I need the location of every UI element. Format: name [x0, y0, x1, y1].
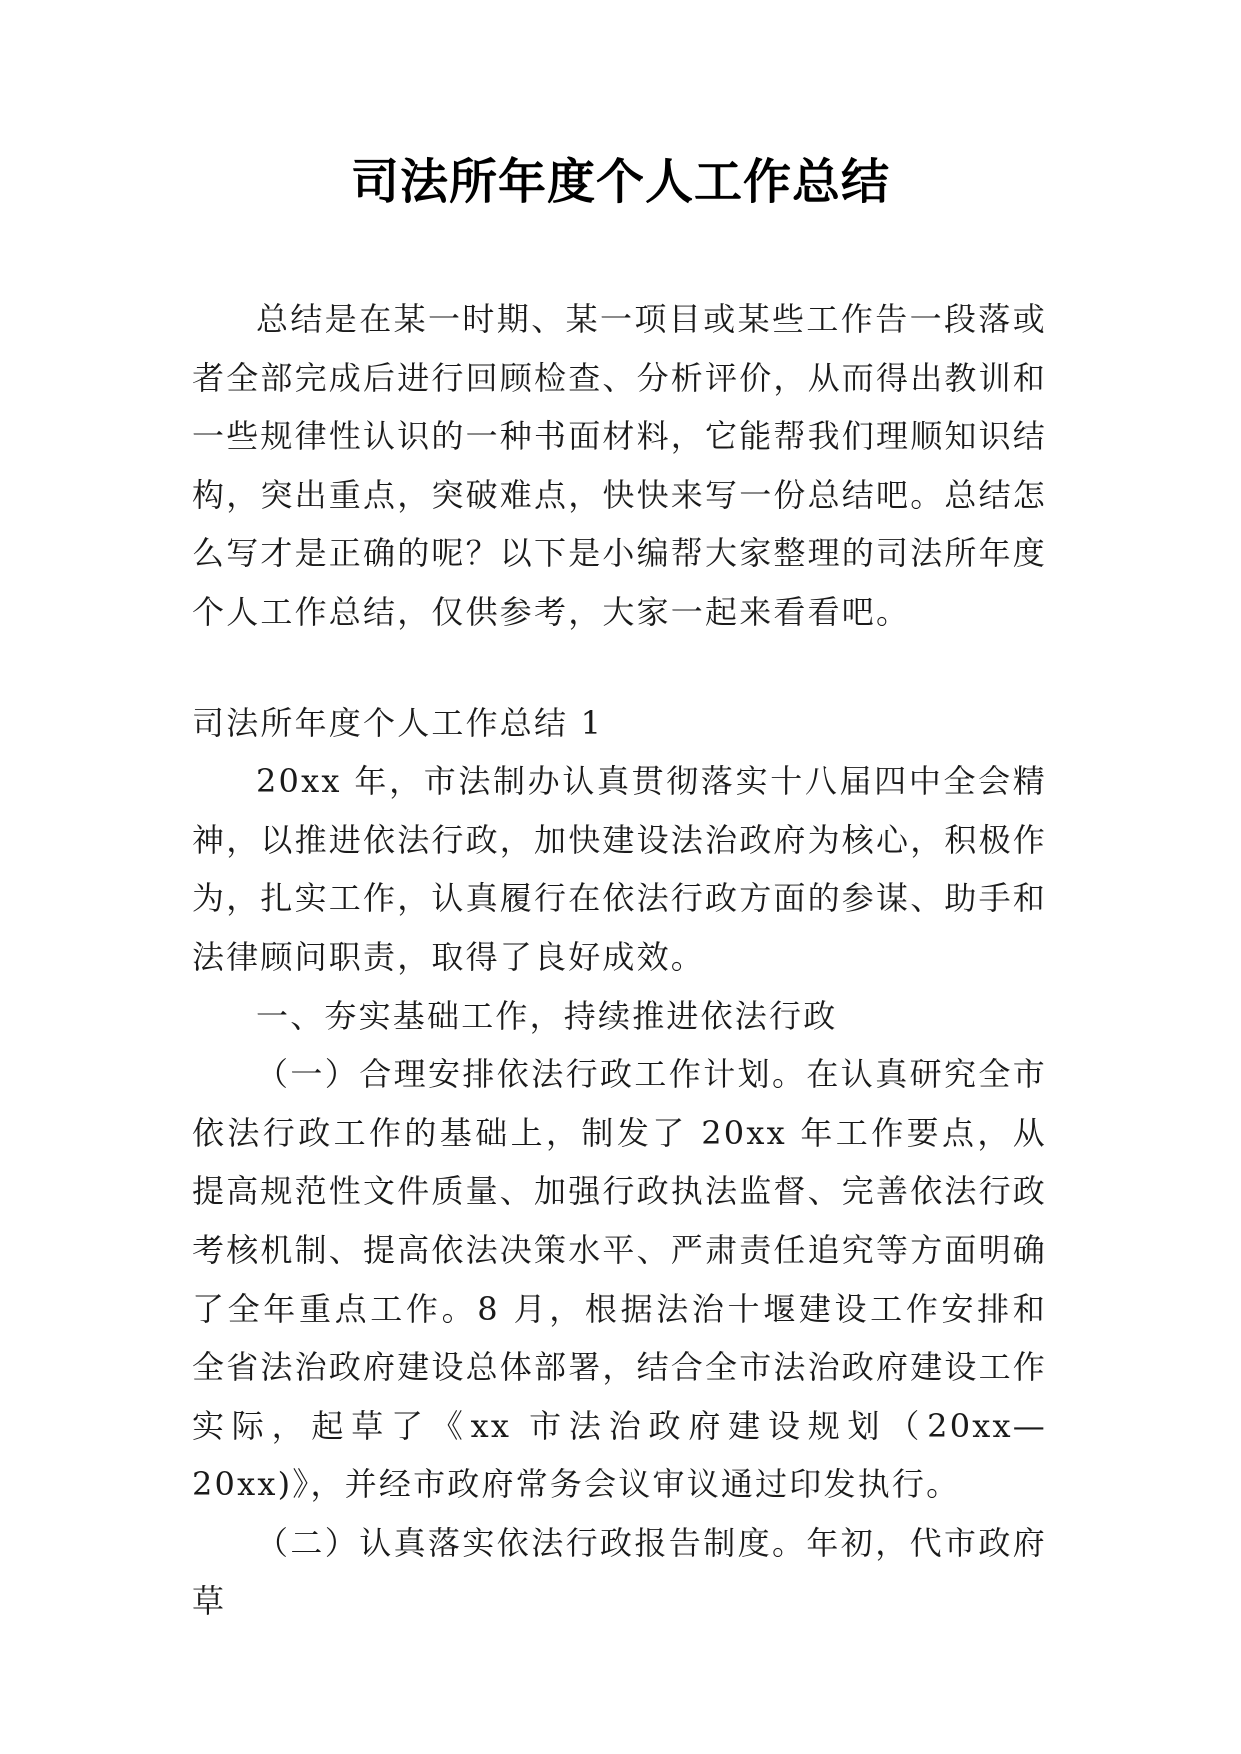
intro-paragraph: 总结是在某一时期、某一项目或某些工作告一段落或者全部完成后进行回顾检查、分析评价，从而得出教训和一些规律性认识的一种书面材料，它能帮我们理顺知识结构，突出重点，突破难点，快快来写一份总结吧。总结怎么写才是正确的呢？以下是小编帮大家整理的司法所年度个人工作总结，仅供参考，大家一起来看看吧。 — [192, 300, 1048, 631]
document-title: 司法所年度个人工作总结 — [350, 154, 890, 210]
section-heading: 司法所年度个人工作总结 1 — [192, 703, 604, 742]
document-body — [192, 290, 1047, 1631]
subheading-1: 一、夯实基础工作，持续推进依法行政 — [256, 996, 838, 1035]
body-paragraph-1: 20xx 年，市法制办认真贯彻落实十八届四中全会精神，以推进依法行政，加快建设法治政府为核心，积极作为，扎实工作，认真履行在依法行政方面的参谋、助手和法律顾问职责，取得了良好成效。 — [192, 762, 1048, 976]
body-paragraph-2: （一）合理安排依法行政工作计划。在认真研究全市依法行政工作的基础上，制发了 20xx 年工作要点，从提高规范性文件质量、加强行政执法监督、完善依法行政考核机制、提高依法决策水平、严肃责任追究等方面明确了全年重点工作。8 月，根据法治十堰建设工作安排和全省法治政府建设总体部署，结合全市法治政府建设工作实际，起草了《xx 市法治政府建设规划（20xx—20xx)》，并经市政府常务会议审议通过印发执行。 — [192, 1055, 1048, 1504]
body-paragraph-3: （二）认真落实依法行政报告制度。年初，代市政府草 — [192, 1523, 1047, 1621]
